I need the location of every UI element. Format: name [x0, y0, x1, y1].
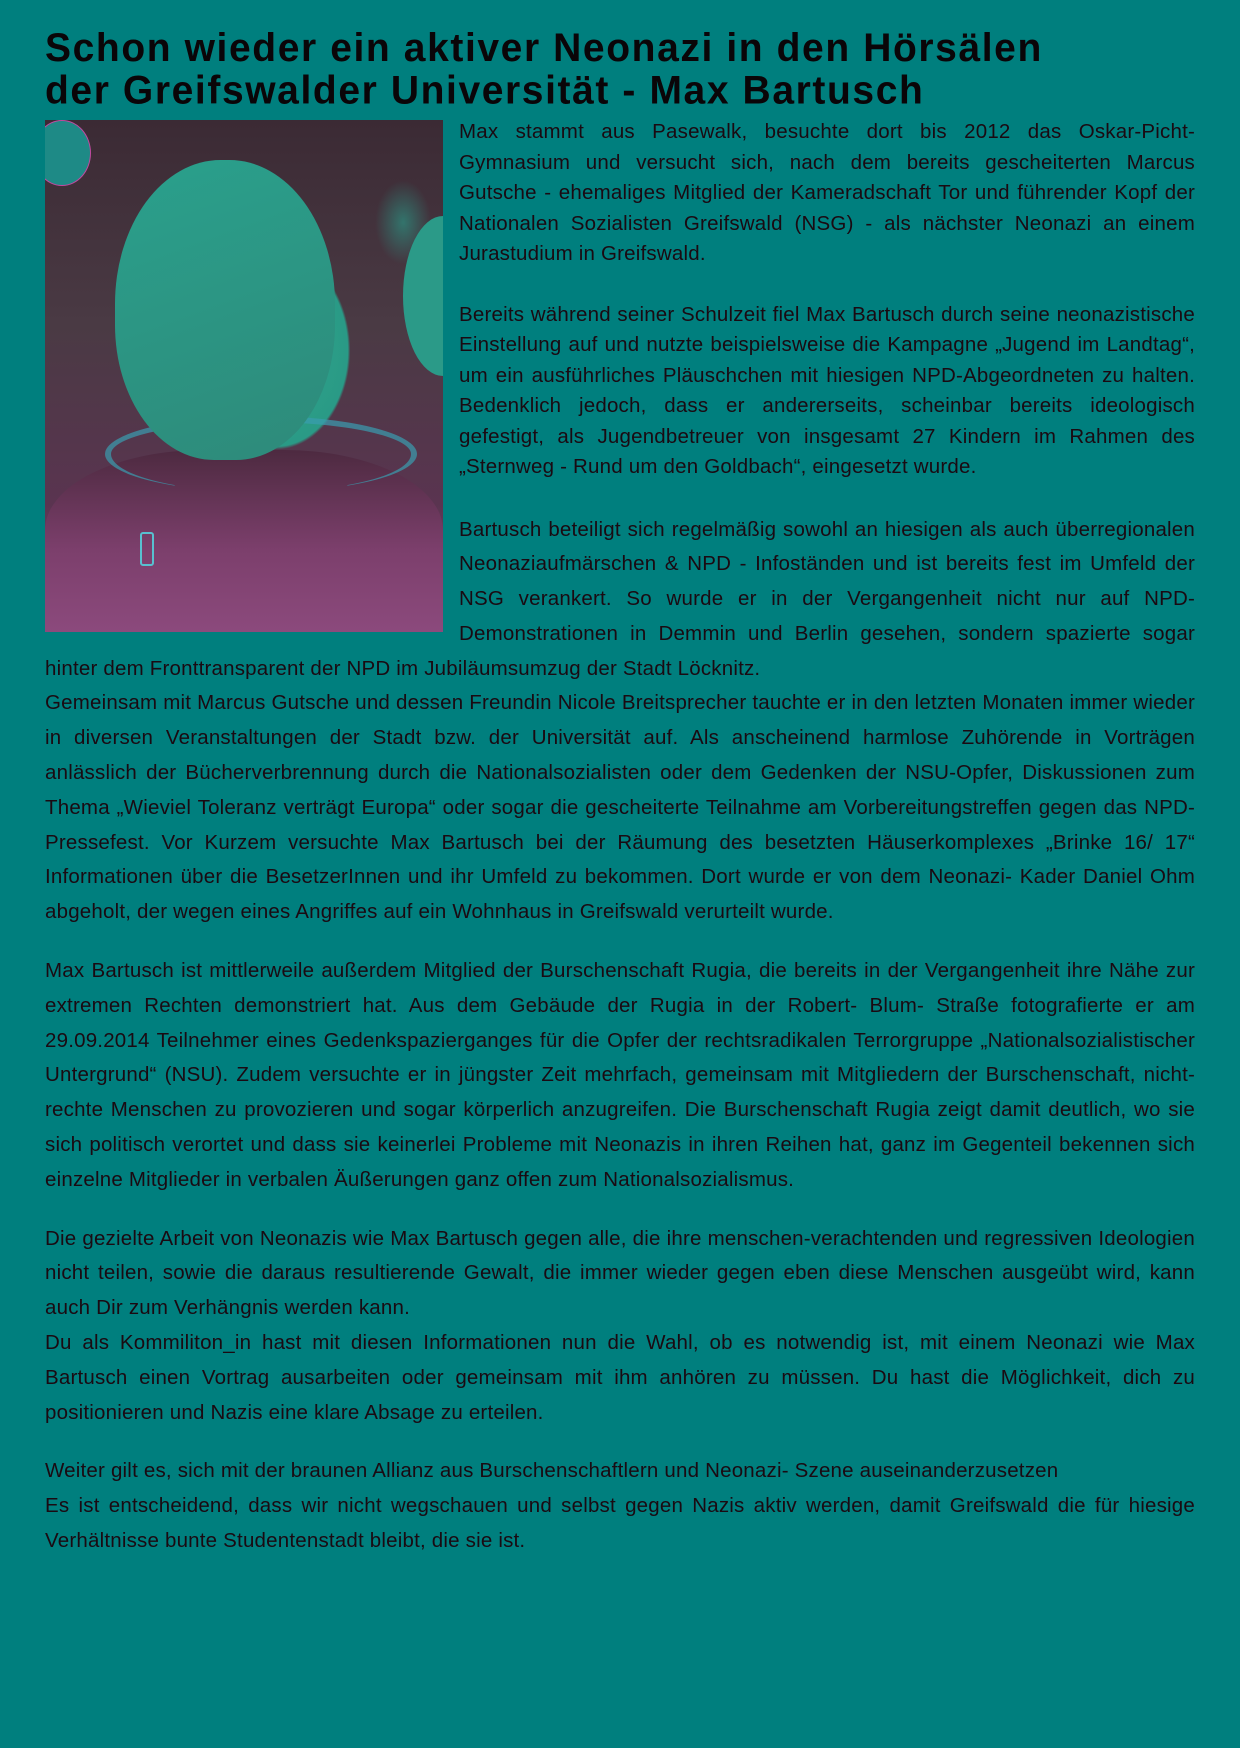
- photo-face: [115, 160, 335, 460]
- photo-decoration: [45, 120, 91, 186]
- spacer: [45, 1198, 1195, 1222]
- paragraph-marches: Bartusch beteiligt sich regelmäßig sowohl an hiesigen als auch überregionalen Neonaziaufmärschen & NPD - Infoständen und ist bereits fest im Umfeld der NSG verankert. So wurde er in der Vergangenheit nicht nur auf NPD-Demonstrationen in Demmin und Berlin gesehen, sondern spazierte sogar hinter dem Fronttransparent der NPD im Jubiläumsumzug der Stadt Löcknitz.: [45, 517, 1195, 680]
- paragraph-origin: Max stammt aus Pasewalk, besuchte dort bis 2012 das Oskar-Picht-Gymnasium und versucht sich, nach dem bereits gescheiterten Marcus Gutsche - ehemaliges Mitglied der Kameradschaft Tor und führender Kopf der Nationalen Sozialisten Greifswald (NSG) - als nächster Neonazi an einem Jurastudium in Greifswald.: [459, 120, 1195, 265]
- spacer: [45, 1430, 1195, 1454]
- paragraph-danger: Die gezielte Arbeit von Neonazis wie Max Bartusch gegen alle, die ihre menschen-verachtenden und regressiven Ideologien nicht teilen, sowie die daraus resultierende Gewalt, die immer wieder gegen eben diese Menschen ausgeübt wird, kann auch Dir zum Verhängnis werden kann.: [45, 1226, 1195, 1320]
- paragraph-call-to-action: Es ist entscheidend, dass wir nicht wegschauen und selbst gegen Nazis aktiv werden, damit Greifswald die für hiesige Verhältnisse bunte Studentenstadt bleibt, die sie ist.: [45, 1494, 1195, 1553]
- paragraph-rugia: Max Bartusch ist mittlerweile außerdem Mitglied der Burschenschaft Rugia, die bereits in der Vergangenheit ihre Nähe zur extremen Rechten demonstriert hat. Aus dem Gebäude der Rugia in der Robert- Blum- Straße fotografierte er am 29.09.2014 Teilnehmer eines Gedenkspazierganges für die Opfer der rechtsradikalen Terrorgruppe „Nationalsozialistischer Untergrund“ (NSU). Zudem versuchte er in jüngster Zeit mehrfach, gemeinsam mit Mitgliedern der Burschenschaft, nicht- rechte Menschen zu provozieren und sogar körperlich anzugreifen. Die Burschenschaft Rugia zeigt damit deutlich, wo sie sich politisch verortet und dass sie keinerlei Probleme mit Neonazis in ihren Reihen hat, ganz im Gegenteil bekennen sich einzelne Mitglieder in verbalen Äußerungen ganz offen zum Nationalsozialismus.: [45, 959, 1195, 1191]
- portrait-photo: [45, 120, 443, 632]
- photo-zipper: [140, 532, 154, 566]
- paragraph-gutsche: Gemeinsam mit Marcus Gutsche und dessen Freundin Nicole Breitsprecher tauchte er in den letzten Monaten immer wieder in diversen Veranstaltungen der Stadt bzw. der Universität auf. Als anscheinend harmlose Zuhörende in Vorträgen anlässlich der Bücherverbrennung durch die Nationalsozialisten oder dem Gedenken der NSU-Opfer, Diskussionen zum Thema „Wieviel Toleranz verträgt Europa“ oder sogar die gescheiterte Teilnahme am Vorbereitungstreffen gegen das NPD-Pressefest. Vor Kurzem versuchte Max Bartusch bei der Räumung des besetzten Häuserkomplexes „Brinke 16/ 17“ Informationen über die BesetzerInnen und ihr Umfeld zu bekommen. Dort wurde er von dem Neonazi- Kader Daniel Ohm abgeholt, der wegen eines Angriffes auf ein Wohnhaus in Greifswald verurteilt wurde.: [45, 691, 1195, 924]
- spacer: [45, 930, 1195, 954]
- title-line-1: Schon wieder ein aktiver Neonazi in den Hörsälen: [45, 26, 1043, 70]
- paragraph-alliance: Weiter gilt es, sich mit der braunen Allianz aus Burschenschaftlern und Neonazi- Szene auseinanderzusetzen: [45, 1459, 1059, 1483]
- paragraph-school: Bereits während seiner Schulzeit fiel Max Bartusch durch seine neonazistische Einstellung auf und nutzte beispielsweise die Kampagne „Jugend im Landtag“, um ein ausführliches Pläuschchen mit hiesigen NPD-Abgeordneten zu halten. Bedenklich jedoch, dass er andererseits, scheinbar bereits ideologisch gefestigt, als Jugendbetreuer von insgesamt 27 Kindern im Rahmen des „Sternweg - Rund um den Goldbach“, eingesetzt wurde.: [459, 302, 1195, 478]
- paragraph-choice: Du als Kommiliton_in hast mit diesen Informationen nun die Wahl, ob es notwendig ist, mit einem Neonazi wie Max Bartusch einen Vortrag ausarbeiten oder gemeinsam mit ihm anhören zu müssen. Du hast die Möglichkeit, dich zu positionieren und Nazis eine klare Absage zu erteilen.: [45, 1331, 1195, 1424]
- photo-decoration: [403, 216, 443, 376]
- article-title: [45, 27, 1195, 113]
- title-line-2: der Greifswalder Universität - Max Bartusch: [45, 68, 925, 113]
